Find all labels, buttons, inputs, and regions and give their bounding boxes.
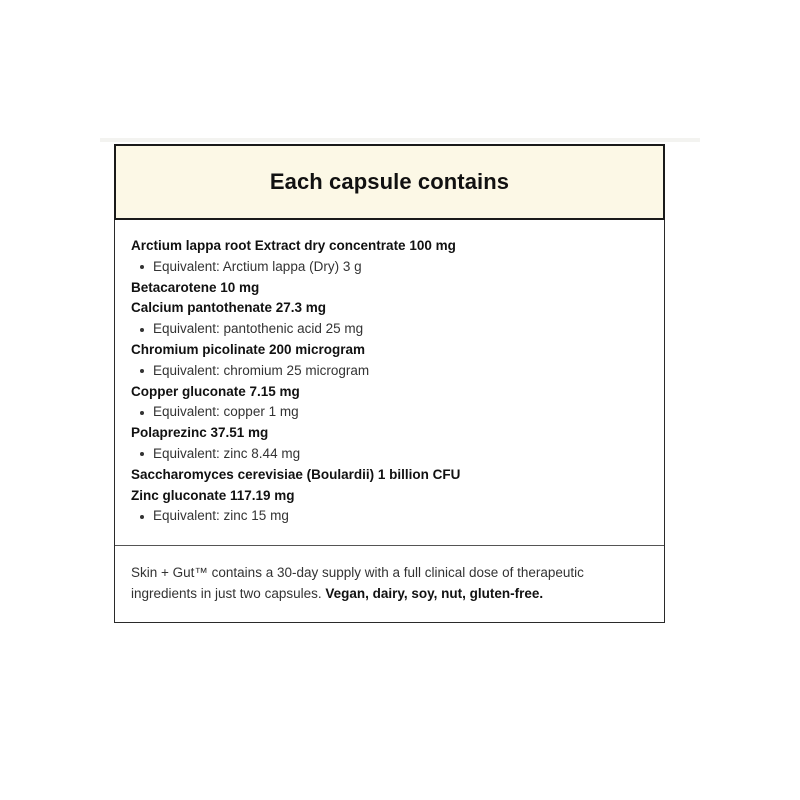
bullet-icon — [140, 265, 144, 269]
equivalent-text: Equivalent: pantothenic acid 25 mg — [153, 321, 364, 337]
ingredient-equivalent — [131, 506, 648, 527]
bullet-icon — [140, 328, 144, 332]
bullet-icon — [140, 411, 144, 415]
panel-header — [114, 144, 665, 220]
ingredient-name: Saccharomyces cerevisiae (Boulardii) 1 billion CFU — [131, 466, 461, 482]
ingredient-name: Polaprezinc 37.51 mg — [131, 425, 269, 441]
ingredient-name: Chromium picolinate 200 microgram — [131, 341, 366, 357]
bullet-icon — [140, 452, 144, 456]
ingredient-item — [131, 423, 648, 465]
ingredient-name: Zinc gluconate 117.19 mg — [131, 487, 295, 503]
ingredient-item — [131, 340, 648, 382]
bullet-icon — [140, 369, 144, 373]
ingredient-item — [131, 278, 648, 299]
ingredient-item — [131, 486, 648, 528]
footer-bold-text: Vegan, dairy, soy, nut, gluten-free. — [325, 586, 544, 601]
ingredient-item — [131, 298, 648, 340]
ingredient-item — [131, 382, 648, 424]
ingredient-equivalent — [131, 361, 648, 382]
capsule-contents-panel — [114, 144, 665, 623]
ingredient-name: Arctium lappa root Extract dry concentrate 100 mg — [131, 238, 456, 253]
bullet-icon — [140, 515, 144, 519]
ingredient-list — [115, 220, 664, 546]
equivalent-text: Equivalent: Arctium lappa (Dry) 3 g — [153, 258, 362, 274]
ingredient-item — [131, 465, 648, 486]
top-divider — [100, 138, 700, 142]
equivalent-text: Equivalent: chromium 25 microgram — [153, 362, 370, 378]
ingredient-name: Copper gluconate 7.15 mg — [131, 383, 300, 399]
ingredient-equivalent — [131, 319, 648, 340]
ingredient-name: Betacarotene 10 mg — [131, 279, 260, 295]
equivalent-text: Equivalent: copper 1 mg — [153, 404, 299, 420]
ingredient-equivalent — [131, 257, 648, 278]
panel-title: Each capsule contains — [269, 169, 510, 194]
footer-text: Skin + Gut™ contains a 30-day supply with a full clinical dose of therapeutic ingredients in just two capsules. — [131, 565, 584, 601]
ingredient-equivalent — [131, 402, 648, 423]
ingredient-name: Calcium pantothenate 27.3 mg — [131, 300, 327, 316]
ingredient-equivalent — [131, 444, 648, 465]
footer-note — [115, 546, 664, 604]
equivalent-text: Equivalent: zinc 15 mg — [153, 508, 289, 524]
ingredient-item — [131, 236, 648, 278]
equivalent-text: Equivalent: zinc 8.44 mg — [153, 445, 301, 461]
